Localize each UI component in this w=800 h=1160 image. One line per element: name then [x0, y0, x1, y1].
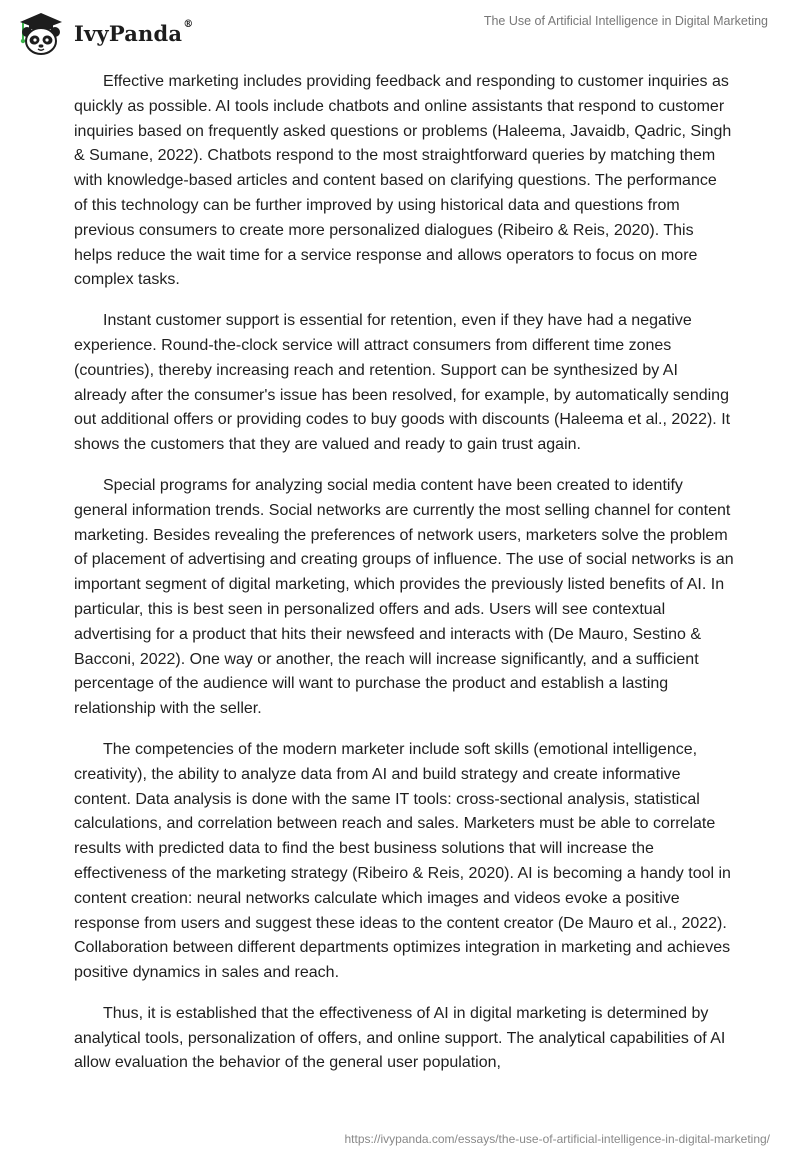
document-title: The Use of Artificial Intelligence in Digital Marketing: [483, 14, 768, 28]
brand-logo[interactable]: [14, 10, 193, 56]
paragraph: Thus, it is established that the effectiveness of AI in digital marketing is determined by analytical tools, personalization of offers, and online support. The analytical capabilities of AI allow evaluation the behavior of the general user population,: [74, 1004, 726, 1072]
paragraph: Special programs for analyzing social media content have been created to identify general information trends. Social networks are currently the most selling channel for content marketing. Besides revealing the preferences of network users, marketers solve the problem of placement of advertising and creating groups of influence. The use of social networks is an important segment of digital marketing, which provides the previously listed benefits of AI. In particular, this is best seen in personalized offers and ads. Users will see contextual advertising for a product that hits their newsfeed and interacts with (De Mauro, Sestino & Bacconi, 2022). One way or another, the reach will increase significantly, and a sufficient percentage of the audience will want to purchase the product and establish a lasting relationship with the seller.: [74, 476, 734, 718]
paragraph: Effective marketing includes providing feedback and responding to customer inquiries as quickly as possible. AI tools include chatbots and online assistants that respond to customer inquiries based on frequently asked questions or problems (Haleema, Javaidb, Qadric, Singh & Sumane, 2022). Chatbots respond to the most straightforward queries by matching them with knowledge-based articles and content based on clarifying questions. The performance of this technology can be further improved by using historical data and questions from previous consumers to create more personalized dialogues (Ribeiro & Reis, 2020). This helps reduce the wait time for a service response and allows operators to focus on more complex tasks.: [74, 73, 732, 289]
brand-name: IvyPanda®: [74, 18, 194, 46]
page-header: [0, 0, 800, 70]
paragraph: The competencies of the modern marketer include soft skills (emotional intelligence, creativity), the ability to analyze data from AI and build strategy and create informative content. Data analysis is done with the same IT tools: cross-sectional analysis, statistical calculations, and correlation between reach and sales. Marketers must be able to correlate results with predicted data to find the best business solutions that will increase the effectiveness of the marketing strategy (Ribeiro & Reis, 2020). AI is becoming a handy tool in content creation: neural networks calculate which images and videos evoke a positive response from users and suggest these ideas to the content creator (De Mauro et al., 2022). Collaboration between different departments optimizes integration in marketing and achieves positive dynamics in sales and reach.: [74, 740, 731, 982]
panda-graduate-icon: [14, 10, 66, 56]
paragraph: Instant customer support is essential for retention, even if they have had a negative experience. Round-the-clock service will attract consumers from different time zones (countries), thereby increasing reach and retention. Support can be synthesized by AI already after the consumer's issue has been resolved, for example, by automatically sending out additional offers or providing codes to buy goods with discounts (Haleema et al., 2022). It shows the customers that they are valued and ready to gain trust again.: [74, 312, 731, 454]
source-url[interactable]: https://ivypanda.com/essays/the-use-of-artificial-intelligence-in-digital-marketing/: [344, 1132, 770, 1146]
essay-body: [74, 70, 734, 1092]
